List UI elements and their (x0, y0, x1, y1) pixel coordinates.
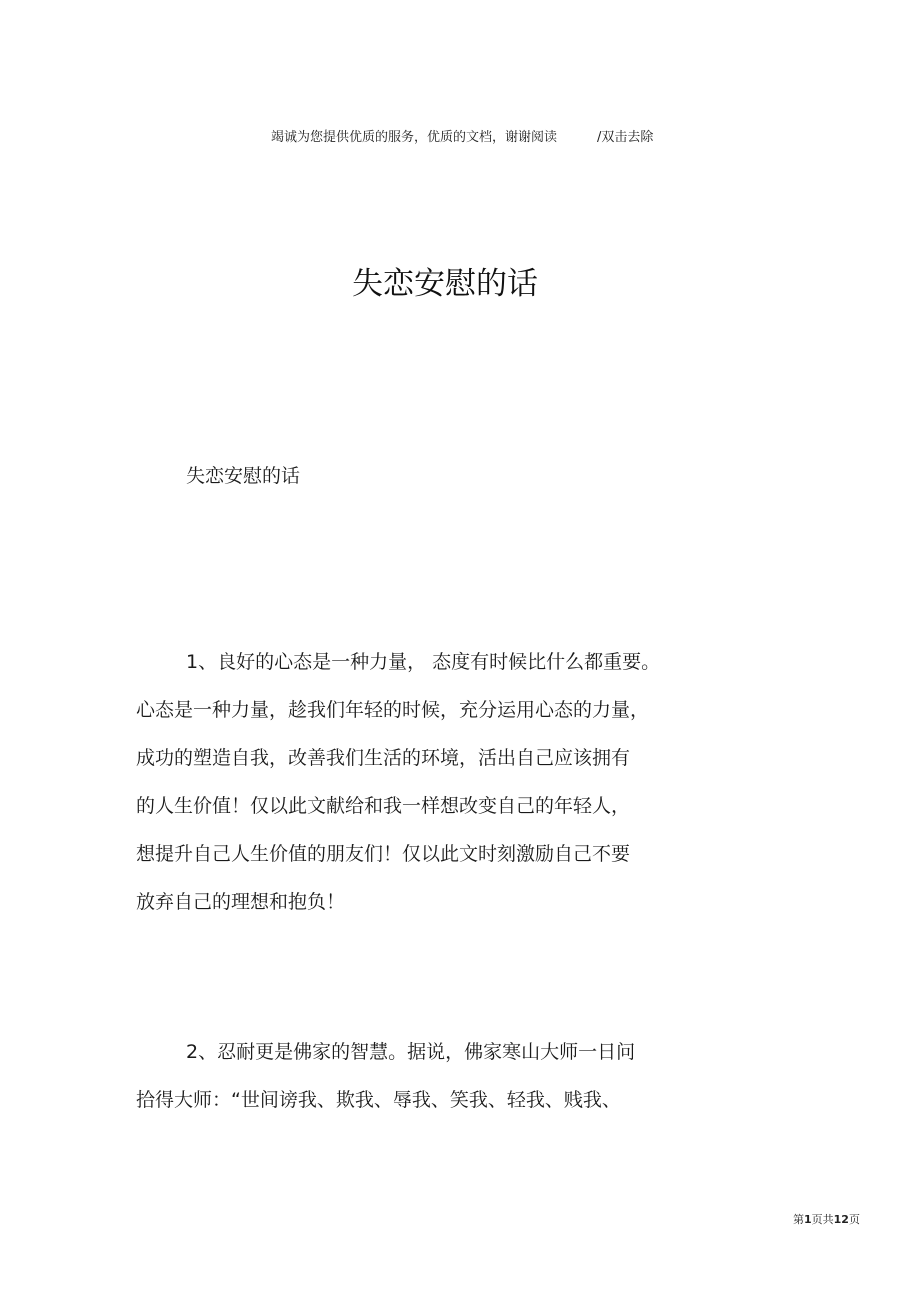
paragraph-line: 想提升自己人生价值的朋友们！仅以此文时刻激励自己不要 (136, 843, 631, 865)
document-subtitle: 失恋安慰的话 (186, 465, 301, 487)
paragraph-line: 的人生价值！仅以此文献给和我一样想改变自己的年轻人， (136, 795, 631, 817)
current-page-number: 1 (804, 1213, 812, 1226)
paragraph-line: 放弃自己的理想和抱负！ (136, 891, 346, 913)
dismiss-link[interactable]: /双击去除 (597, 130, 654, 145)
total-pages-number: 12 (833, 1213, 849, 1226)
paragraph-line: 成功的塑造自我，改善我们生活的环境，活出自己应该拥有 (136, 747, 631, 769)
footer-prefix: 第 (793, 1213, 804, 1226)
document-title: 失恋安慰的话 (352, 266, 538, 302)
paragraph-1 (136, 638, 660, 926)
footer-middle: 页共 (811, 1213, 834, 1226)
header-note (271, 126, 653, 145)
paragraph-line: 1、良好的心态是一种力量， 态度有时候比什么都重要。 (186, 651, 661, 673)
footer-suffix: 页 (848, 1213, 860, 1226)
paragraph-line: 拾得大师：“世间谤我、欺我、辱我、笑我、轻我、贱我、 (136, 1089, 621, 1111)
header-note-text: 竭诚为您提供优质的服务，优质的文档，谢谢阅读 (271, 130, 558, 145)
page-footer (793, 1211, 860, 1227)
paragraph-2 (136, 1028, 635, 1124)
paragraph-line: 2、忍耐更是佛家的智慧。据说，佛家寒山大师一日问 (186, 1041, 636, 1063)
paragraph-line: 心态是一种力量，趁我们年轻的时候，充分运用心态的力量， (136, 699, 650, 721)
